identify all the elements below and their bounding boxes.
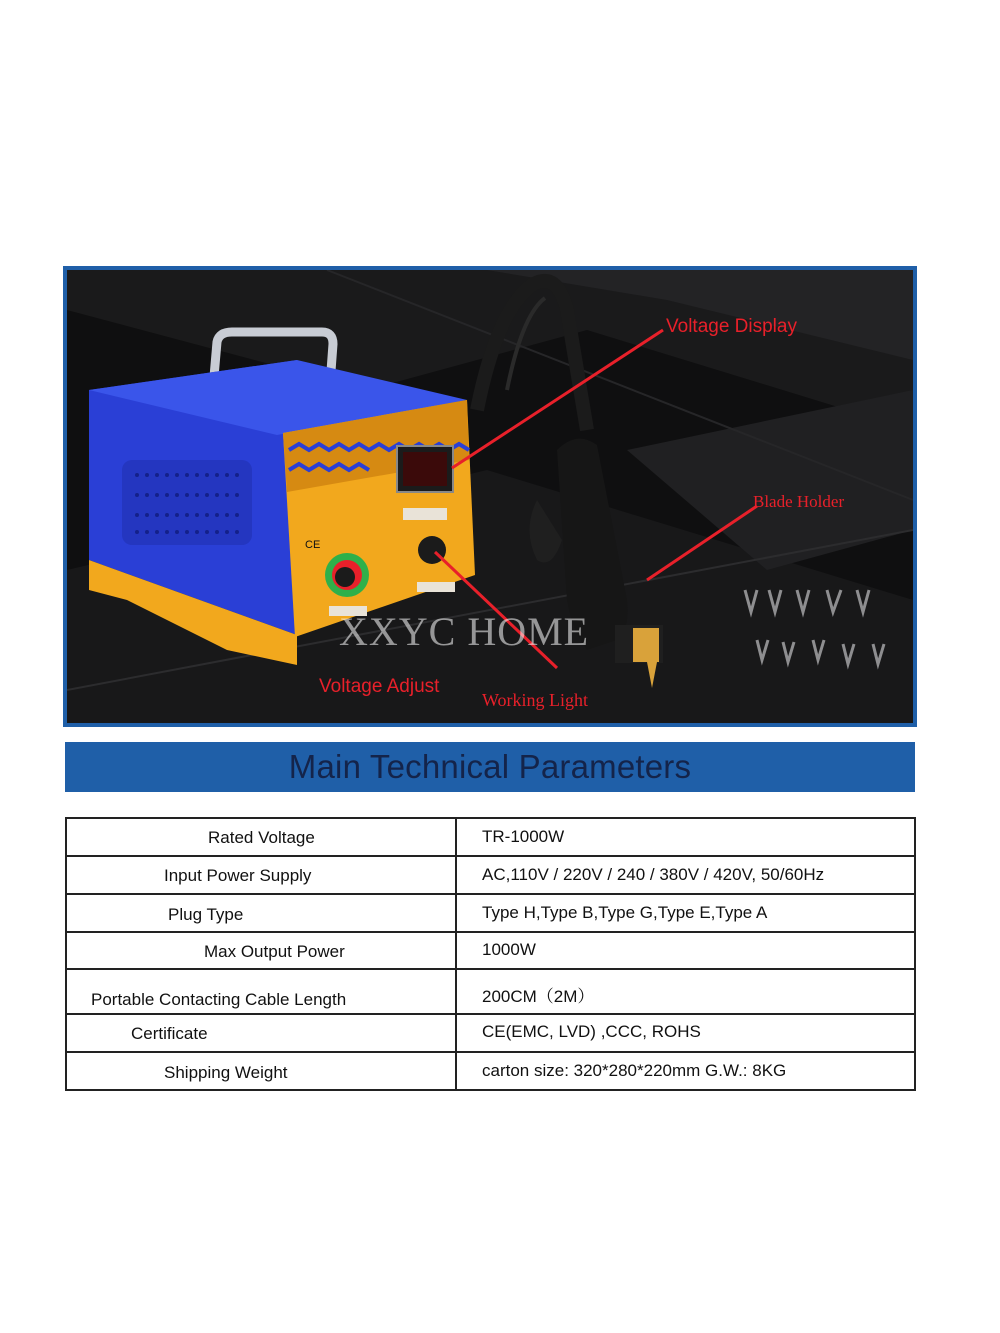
- table-row: [66, 894, 915, 932]
- param-value-cell: [456, 1052, 915, 1090]
- section-banner: [65, 742, 915, 792]
- watermark-text: XXYC HOME: [339, 609, 590, 654]
- table-row: [66, 1052, 915, 1090]
- param-label-cell: [66, 1052, 456, 1090]
- param-value-cell: [456, 969, 915, 1014]
- param-label-cell: [66, 818, 456, 856]
- voltage-adjust-callout: Voltage Adjust: [319, 676, 440, 697]
- svg-text:CE: CE: [305, 539, 321, 551]
- working-light-callout: Working Light: [482, 690, 589, 710]
- param-value: AC,110V / 220V / 240 / 380V / 420V, 50/60Hz: [482, 865, 825, 884]
- param-label: Rated Voltage: [208, 828, 315, 847]
- voltage-display-callout: Voltage Display: [666, 316, 797, 337]
- param-label: Input Power Supply: [164, 866, 312, 885]
- param-value: carton size: 320*280*220mm G.W.: 8KG: [482, 1061, 787, 1080]
- param-label: Portable Contacting Cable Length: [91, 990, 347, 1009]
- table-row: [66, 969, 915, 1014]
- param-label-cell: [66, 969, 456, 1014]
- product-photo: [63, 266, 917, 727]
- param-value-cell: [456, 932, 915, 969]
- parameters-table: [65, 817, 916, 1091]
- blade-holder-callout: Blade Holder: [753, 492, 845, 511]
- param-label-cell: [66, 894, 456, 932]
- param-value: CE(EMC, LVD) ,CCC, ROHS: [482, 1022, 701, 1041]
- param-value-cell: [456, 1014, 915, 1052]
- param-label: Plug Type: [168, 905, 244, 924]
- section-title: Main Technical Parameters: [288, 748, 692, 785]
- param-value-cell: [456, 856, 915, 894]
- param-value: Type H,Type B,Type G,Type E,Type A: [482, 903, 768, 922]
- param-label-cell: [66, 932, 456, 969]
- param-value-cell: [456, 818, 915, 856]
- param-label: Certificate: [131, 1024, 208, 1043]
- table-row: [66, 1014, 915, 1052]
- param-label: Shipping Weight: [164, 1063, 288, 1082]
- param-value: 200CM（2M）: [482, 987, 595, 1006]
- table-row: [66, 818, 915, 856]
- param-label-cell: [66, 1014, 456, 1052]
- param-label: Max Output Power: [204, 941, 345, 961]
- param-value: TR-1000W: [482, 827, 565, 846]
- param-value-cell: [456, 894, 915, 932]
- param-value: 1000W: [482, 940, 536, 959]
- param-label-cell: [66, 856, 456, 894]
- table-row: [66, 856, 915, 894]
- table-row: [66, 932, 915, 969]
